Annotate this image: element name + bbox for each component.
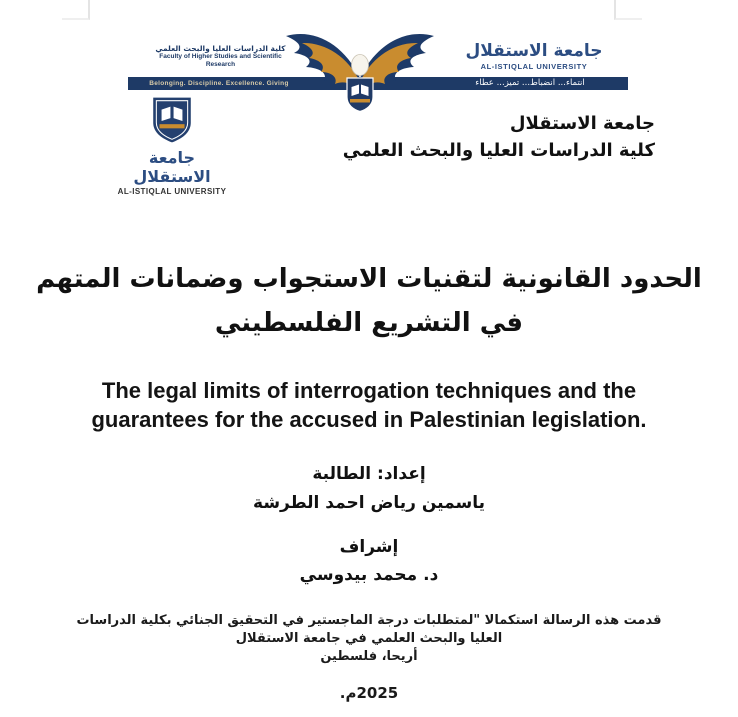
supervision-label: إشراف bbox=[339, 537, 399, 557]
institution-line1: جامعة الاستقلال bbox=[509, 113, 655, 134]
thesis-title-english-line2: guarantees for the accused in Palestinian legislation. bbox=[91, 407, 647, 433]
faculty-tagline: Belonging. Discipline. Excellence. Giving bbox=[149, 80, 289, 87]
university-motto-arabic: انتماء... انضباط... تميز... عطاء bbox=[475, 78, 585, 88]
submission-line1: قدمت هذه الرسالة استكمالا "لمتطلبات درجة الماجستير في التحقيق الجنائي بكلية الدراسات bbox=[76, 613, 662, 628]
submission-statement bbox=[69, 612, 669, 666]
scan-corner-mark-right bbox=[614, 0, 642, 20]
institution-line2: كلية الدراسات العليا والبحث العلمي bbox=[342, 140, 655, 161]
seal-english-name: AL-ISTIQLAL UNIVERSITY bbox=[117, 187, 227, 196]
thesis-title-arabic-line1: الحدود القانونية لتقنيات الاستجواب وضمانات المتهم bbox=[36, 264, 702, 294]
thesis-title-english bbox=[0, 376, 738, 434]
university-logo-arabic: جامعة الاستقلال bbox=[465, 41, 603, 61]
university-shield-icon bbox=[151, 131, 193, 148]
thesis-title-arabic-line2: في التشريع الفلسطيني bbox=[214, 307, 524, 338]
faculty-logo-english-line2: Research bbox=[205, 61, 236, 69]
eagle-emblem-icon bbox=[280, 28, 440, 125]
submission-line3: أريحا، فلسطين bbox=[320, 648, 418, 664]
year-line: 2025م. bbox=[339, 684, 399, 702]
supervisor-name: د. محمد بيدوسي bbox=[299, 564, 439, 585]
thesis-title-arabic bbox=[0, 258, 738, 345]
university-logo-english: AL-ISTIQLAL UNIVERSITY bbox=[480, 61, 588, 71]
faculty-logo-arabic: كلية الدراسات العليا والبحث العلمي bbox=[155, 44, 286, 53]
university-seal-left bbox=[108, 96, 236, 196]
thesis-title-english-line1: The legal limits of interrogation techniques and the bbox=[101, 378, 637, 403]
author-block bbox=[0, 460, 738, 517]
author-name: ياسمين رياض احمد الطرشة bbox=[253, 492, 485, 513]
faculty-logo bbox=[138, 44, 303, 70]
prepared-by-label: إعداد: الطالبة bbox=[312, 464, 426, 484]
scan-corner-mark-left bbox=[62, 0, 90, 20]
faculty-logo-english-line1: Faculty of Higher Studies and Scientific bbox=[159, 53, 282, 60]
seal-arabic-name: جامعة الاستقلال bbox=[133, 148, 211, 186]
submission-line2: العليا والبحث العلمي في جامعة الاستقلال bbox=[235, 630, 503, 646]
university-logo-right bbox=[440, 42, 628, 71]
supervisor-block bbox=[0, 534, 738, 589]
